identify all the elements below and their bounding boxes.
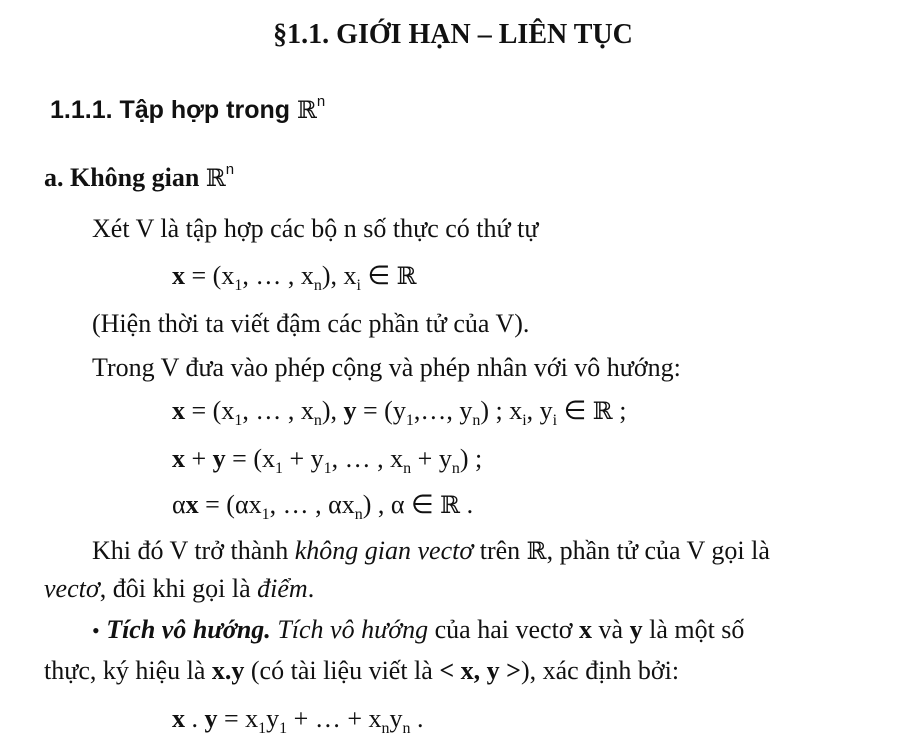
real-numbers-symbol: ℝ (296, 96, 317, 124)
subsection-heading (44, 162, 234, 193)
subsection-heading-text: a. Không gian (44, 163, 200, 192)
paragraph-operations: Trong V đưa vào phép cộng và phép nhân với vô hướng: (92, 353, 681, 382)
formula-vector-definition: $x = (x_1$, … , $x_n$), $x_i$ ∈ ℝ (172, 261, 417, 294)
formula-dot-product: x . $y = x_1y_1$ + … + $x_ny_n$ . (172, 704, 424, 737)
paragraph-definition: Xét V là tập hợp các bộ n số thực có thứ tự (92, 214, 539, 243)
paragraph-vector-space-cont: vectơ, đôi khi gọi là điểm. (44, 574, 315, 603)
paragraph-vector-space: Khi đó V trở thành không gian vectơ trên ℝ, phần tử của V gọi là (92, 536, 770, 565)
paragraph-dot-product: • Tích vô hướng. Tích vô hướng của hai vectơ x và y là một số (92, 615, 745, 644)
formula-addition: $x + y = (x_1 + y_1$, … , $x_n + y_n$) ; (172, 444, 483, 477)
exponent: n (225, 161, 235, 178)
page-title: §1.1. GIỚI HẠN – LIÊN TỤC (273, 19, 633, 50)
section-heading (50, 95, 325, 125)
real-numbers-symbol: ℝ (205, 164, 226, 192)
formula-scalar-multiplication: $\alpha x = (\alpha x_1$, … , $\alpha x_n$) , α ∈ ℝ . (172, 490, 474, 523)
bullet-icon: • (92, 618, 100, 643)
exponent: n (316, 93, 326, 110)
formula-vectors: $x = (x_1$, … , $x_n$), $y = (y_1,\dots$, $y_n$) ; $x_i$, $y_i$ ∈ ℝ ; (172, 396, 627, 429)
section-heading-text: 1.1.1. Tập hợp trong (50, 96, 291, 124)
paragraph-dot-product-cont: thực, ký hiệu là x.y (có tài liệu viết là < x, y >), xác định bởi: (44, 656, 680, 685)
paragraph-note: (Hiện thời ta viết đậm các phần tử của V). (92, 309, 530, 338)
